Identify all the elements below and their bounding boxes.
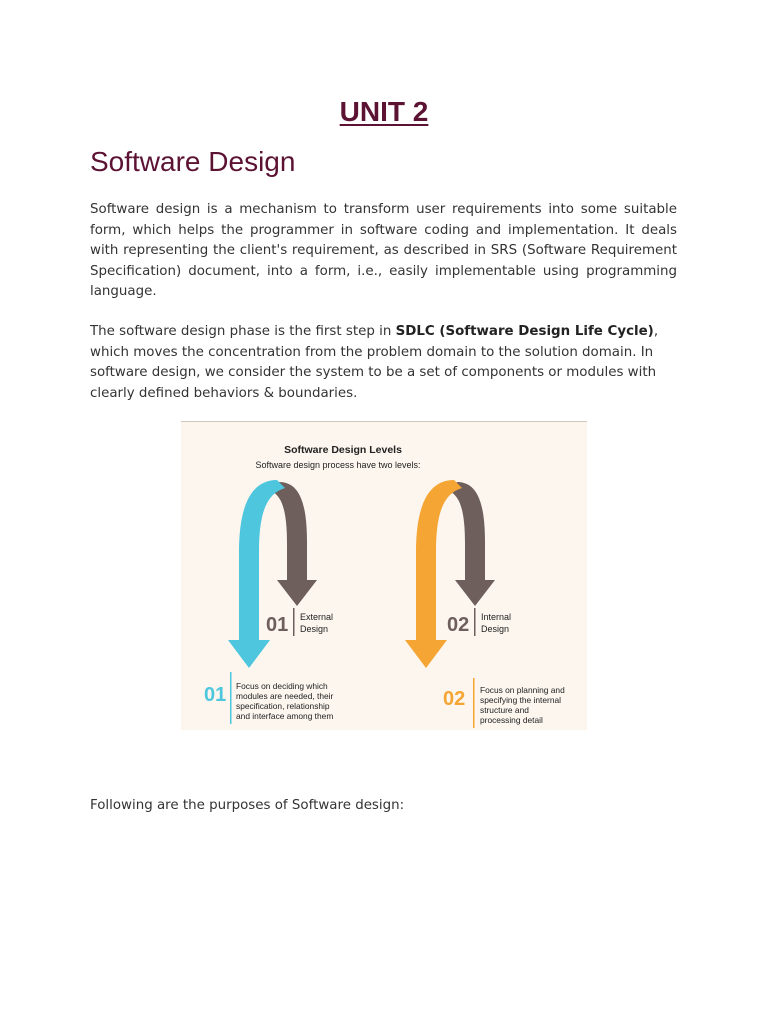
brown-arrow-left <box>273 482 317 606</box>
figure-title: Software Design Levels <box>284 444 402 456</box>
level1-desc-line1: Focus on deciding which <box>236 681 328 691</box>
design-levels-diagram <box>181 422 587 730</box>
section-title: Software Design <box>90 146 296 177</box>
sdlc-paragraph-before: The software design phase is the first step in <box>90 324 396 339</box>
design-levels-figure <box>181 421 587 730</box>
level1-desc-number: 01 <box>204 684 227 706</box>
orange-arrow <box>405 480 462 668</box>
level1-desc-line4: and interface among them <box>236 711 334 721</box>
figure-subtitle: Software design process have two levels: <box>255 460 421 470</box>
unit-title-text: UNIT 2 <box>339 96 429 127</box>
cyan-arrow <box>228 480 285 668</box>
sdlc-paragraph-after: , which moves the concentration from the problem domain to the solution domain. In software design, we consider the system to be a set of components or modules with clearly defined behaviors & boundaries. <box>90 324 659 401</box>
unit-title <box>0 96 768 128</box>
level2-label-line1: Internal <box>481 612 512 622</box>
level2-desc-number: 02 <box>443 688 466 710</box>
sdlc-term: SDLC (Software Design Life Cycle) <box>395 324 654 339</box>
level2-divider <box>474 608 476 636</box>
level2-desc-line1: Focus on planning and <box>480 685 565 695</box>
brown-arrow-right <box>451 482 495 606</box>
level1-desc-line3: specification, relationship <box>236 701 330 711</box>
level2-desc-line3: structure and <box>480 705 529 715</box>
intro-paragraph: Software design is a mechanism to transform user requirements into some suitable form, which helps the programmer in software coding and implementation. It deals with representing the client's requirement, as described in SRS (Software Requirement Specification) document, into a form, i.e., easily implementable using programming language. <box>90 202 677 300</box>
level1-desc-line2: modules are needed, their <box>236 691 334 701</box>
level1-divider <box>293 608 295 636</box>
level2-number: 02 <box>447 614 470 636</box>
level2-label-line2: Design <box>481 624 510 634</box>
level1-label-line2: Design <box>300 624 329 634</box>
level1-number: 01 <box>266 614 289 636</box>
sdlc-paragraph <box>90 322 677 404</box>
purposes-paragraph: Following are the purposes of Software design: <box>90 798 405 813</box>
level1-label-line1: External <box>300 612 334 622</box>
level1-desc-divider <box>230 672 232 724</box>
level2-desc-line4: processing detail <box>480 715 543 725</box>
level2-desc-divider <box>473 678 475 728</box>
external-design-arrows <box>228 480 317 668</box>
internal-design-arrows <box>405 480 495 668</box>
level2-desc-line2: specifying the internal <box>480 695 562 705</box>
